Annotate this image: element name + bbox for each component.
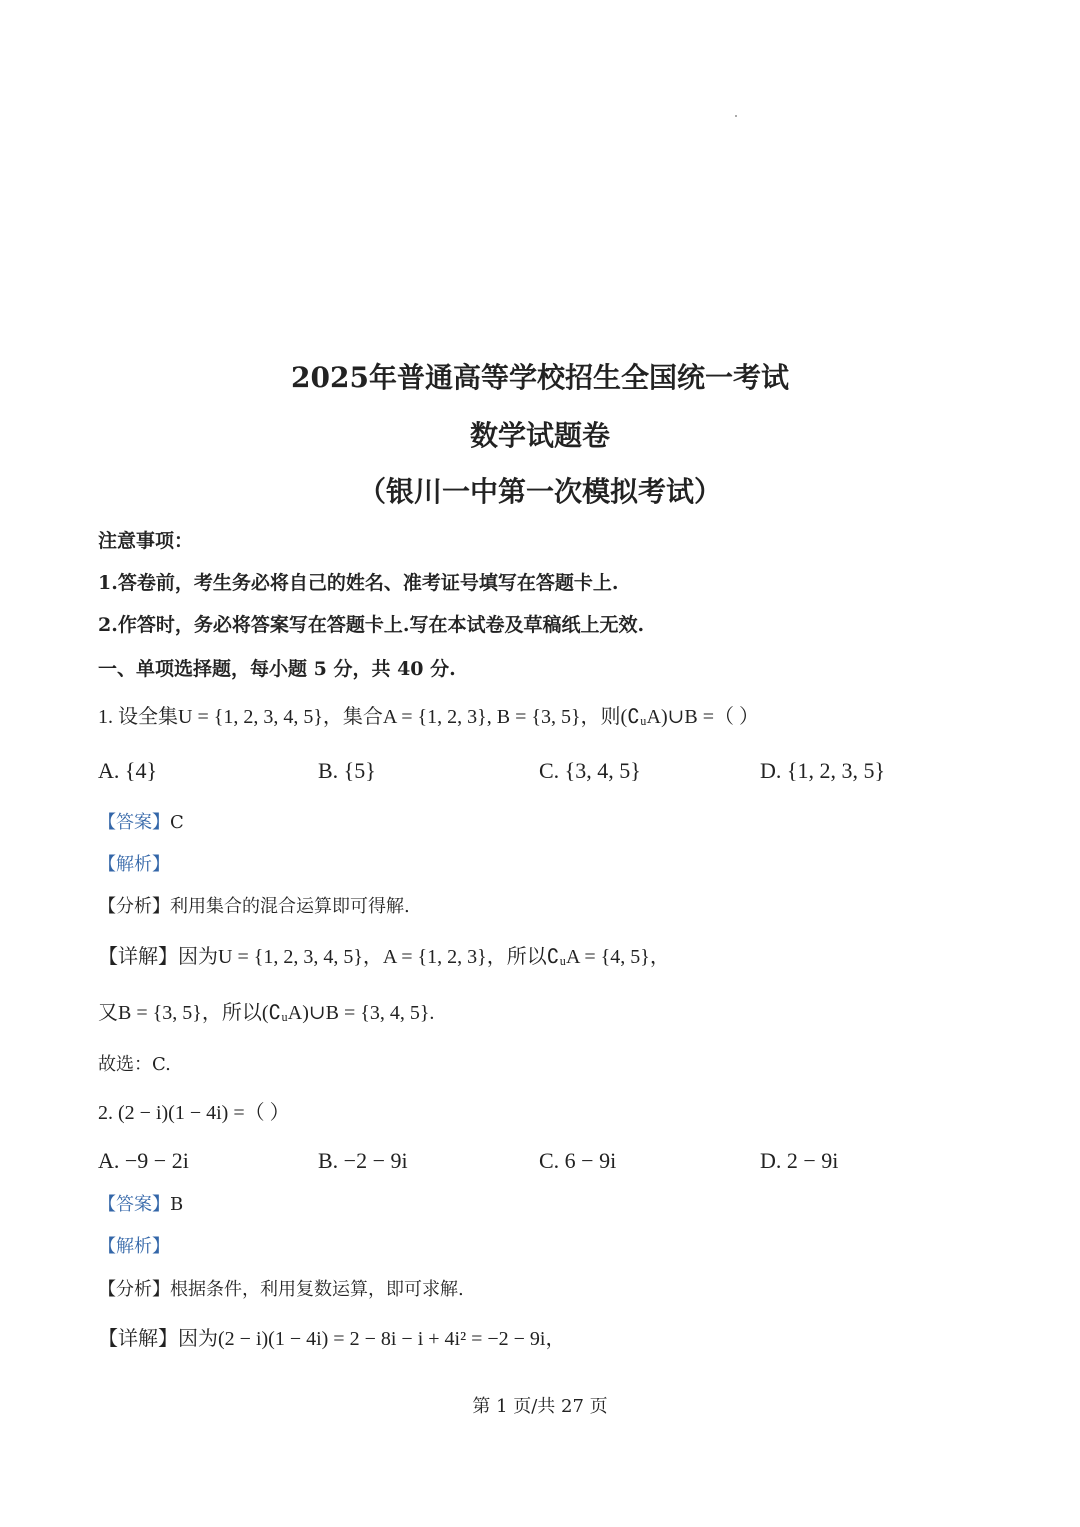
choice-line: 故选：C.: [98, 1054, 171, 1075]
answer-line: [98, 808, 184, 834]
option-b: B. −2 − 9i: [318, 1148, 408, 1173]
option-d: D. 2 − 9i: [760, 1148, 839, 1173]
page-footer: 第 1 页/共 27 页: [472, 1396, 608, 1417]
notice-item: 1.答卷前，考生务必将自己的姓名、准考证号填写在答题卡上.: [98, 572, 619, 594]
option-a: A. {4}: [98, 758, 158, 783]
analysis-tag: 【解析】: [98, 1236, 170, 1257]
detail-line: 【详解】因为(2 − i)(1 − 4i) = 2 − 8i − i + 4i² = −2 − 9i，: [98, 1328, 566, 1350]
option-a: A. −9 − 2i: [98, 1148, 189, 1173]
notice-heading: 注意事项：: [98, 530, 194, 552]
analysis-brief: 【分析】根据条件，利用复数运算，即可求解.: [98, 1279, 464, 1300]
detail-line: 又B = {3, 5}，所以(∁ᵤA)∪B = {3, 4, 5}.: [98, 1002, 435, 1024]
exam-name: （银川一中第一次模拟考试）: [357, 475, 722, 508]
notice-item: 2.作答时，务必将答案写在答题卡上.写在本试卷及草稿纸上无效.: [98, 614, 645, 636]
option-d: D. {1, 2, 3, 5}: [760, 758, 886, 783]
option-b: B. {5}: [318, 758, 376, 783]
detail-line: 【详解】因为U = {1, 2, 3, 4, 5}，A = {1, 2, 3}，所以∁ᵤA = {4, 5}，: [98, 946, 670, 968]
answer-line: [98, 1190, 183, 1216]
answer-value: C: [170, 812, 184, 833]
exam-subtitle: 数学试题卷: [469, 419, 610, 452]
section-title: 一、单项选择题，每小题 5 分，共 40 分.: [98, 658, 456, 680]
answer-tag: 【答案】: [98, 1194, 170, 1215]
answer-tag: 【答案】: [98, 812, 170, 833]
scan-speck: [735, 115, 737, 117]
analysis-brief: 【分析】利用集合的混合运算即可得解.: [98, 896, 410, 917]
question-stem: 2. (2 − i)(1 − 4i) =（ ）: [98, 1102, 290, 1124]
question-stem: 1. 设全集U = {1, 2, 3, 4, 5}，集合A = {1, 2, 3}, B = {3, 5}，则(∁ᵤA)∪B =（ ）: [98, 706, 759, 728]
analysis-tag: 【解析】: [98, 854, 170, 875]
option-c: C. 6 − 9i: [539, 1148, 617, 1173]
exam-title: 2025年普通高等学校招生全国统一考试: [291, 361, 789, 394]
option-c: C. {3, 4, 5}: [539, 758, 641, 783]
answer-value: B: [170, 1194, 184, 1215]
